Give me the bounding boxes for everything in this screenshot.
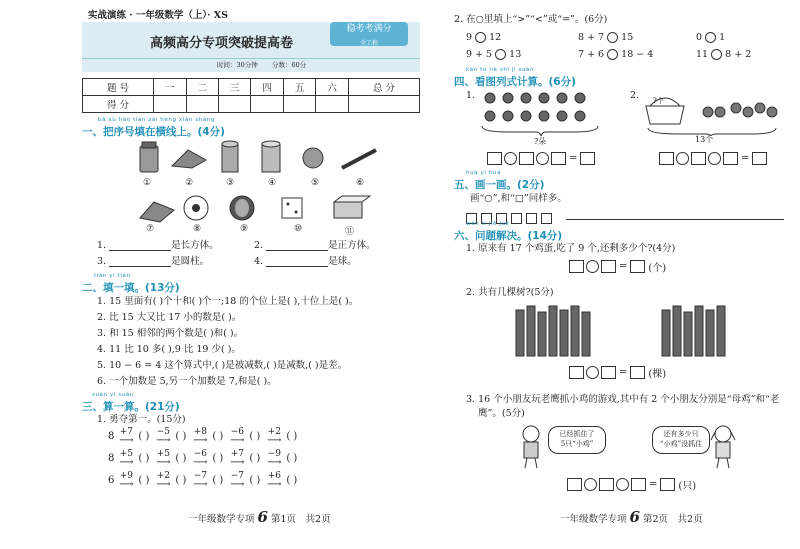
q-num: 2. <box>254 240 264 251</box>
chain-arrow <box>188 472 212 489</box>
eq-box[interactable] <box>659 152 674 165</box>
shapes-row2 <box>130 192 390 226</box>
chain-op: +5 <box>156 449 170 459</box>
eq-unit: (个) <box>648 263 667 274</box>
cmp-left: 0 <box>696 32 703 43</box>
pencil-icon <box>342 150 376 168</box>
shape-label: ⑥ <box>356 178 365 188</box>
score-input-cell[interactable] <box>219 96 251 113</box>
eq-circle[interactable] <box>584 478 597 491</box>
s6-q3a: 3. 16 个小朋友玩老鹰抓小鸡的游戏,其中有 2 个小朋友分别是“母鸡”和“老 <box>466 394 780 405</box>
q-text: 是正方体。 <box>328 240 376 251</box>
eq-box[interactable] <box>567 478 582 491</box>
chain-arrow <box>151 472 175 489</box>
chain-start: 6 <box>108 475 115 486</box>
chain-answer[interactable]: ( ) <box>249 475 261 486</box>
arrow-icon: ⟶ <box>119 435 134 446</box>
cmp-right: 8 + 2 <box>725 49 752 60</box>
score-header-cell: 六 <box>316 79 348 96</box>
chain-answer[interactable]: ( ) <box>175 453 187 464</box>
arrow-icon: ⟶ <box>193 457 208 468</box>
arrow-icon: ⟶ <box>156 435 171 446</box>
s2-line: 4. 11 比 10 多( ),9 比 19 少( )。 <box>97 344 241 355</box>
chain-answer[interactable]: ( ) <box>175 431 187 442</box>
chain-op: +7 <box>119 427 134 437</box>
score-table-score-row <box>83 96 420 113</box>
eq-sign: = <box>619 367 628 378</box>
arrow-icon: ⟶ <box>119 479 134 490</box>
s2-pinyin: tián yi tián <box>94 273 131 279</box>
cylinder-icon <box>262 141 280 172</box>
chain-answer[interactable]: ( ) <box>249 431 261 442</box>
s4-pinyin: kàn tú liè shì jì suàn <box>466 67 535 73</box>
eq-unit: (棵) <box>648 369 667 380</box>
compare-item <box>466 32 501 43</box>
chain-arrow <box>262 450 286 467</box>
shapes-row1 <box>130 138 390 178</box>
eq-box[interactable] <box>599 478 614 491</box>
answer-blank[interactable] <box>266 250 328 251</box>
chain-start: 8 <box>108 453 115 464</box>
answer-blank[interactable] <box>266 266 328 267</box>
chain-arrow <box>225 450 249 467</box>
s6-pinyin: wèn tí jiě jué <box>466 221 510 227</box>
chain-arrow <box>188 428 212 445</box>
chain-start: 8 <box>108 431 115 442</box>
eq-unit: (只) <box>678 481 697 492</box>
arrow-icon: ⟶ <box>230 457 245 468</box>
s4-q2-num: 2. <box>630 90 640 101</box>
arrow-icon: ⟶ <box>230 479 245 490</box>
eq-box[interactable] <box>691 152 706 165</box>
s1-title: 一、把序号填在横线上。(4分) <box>82 126 225 138</box>
eq-box[interactable] <box>630 366 645 379</box>
basket-question: ?个 <box>653 97 664 105</box>
arrow-icon: ⟶ <box>193 479 208 490</box>
cmp-right: 18 − 4 <box>621 49 654 60</box>
score-header-cell: 四 <box>251 79 283 96</box>
eq-sign: = <box>741 153 750 164</box>
box-icon <box>334 196 370 218</box>
q-num: 3. <box>97 256 107 267</box>
eq-box[interactable] <box>660 478 675 491</box>
shape-label: ④ <box>268 178 277 188</box>
score-table-header-row <box>83 79 420 96</box>
chain-op: +8 <box>193 427 207 437</box>
eq-box[interactable] <box>551 152 566 165</box>
score-header-cell: 总 分 <box>348 79 419 96</box>
compare-circle[interactable] <box>495 49 506 60</box>
can-icon <box>222 141 238 172</box>
footer-num: 6 <box>629 508 640 526</box>
s6-q1: 1. 原来有 17 个鸡蛋,吃了 9 个,还剩多少个?(4分) <box>466 243 676 254</box>
eq-box[interactable] <box>630 260 645 273</box>
square-shape <box>541 213 552 224</box>
chain-arrow <box>114 472 138 489</box>
chain-answer[interactable]: ( ) <box>286 431 298 442</box>
chain-answer[interactable]: ( ) <box>212 431 224 442</box>
score-header-cell: 五 <box>283 79 315 96</box>
s2-line: 3. 和 15 相邻的两个数是( )和( )。 <box>97 328 244 339</box>
s2-title: 二、填一填。(13分) <box>82 282 180 294</box>
arrow-icon: ⟶ <box>230 435 245 446</box>
eq-box[interactable] <box>752 152 767 165</box>
s1-q4 <box>254 256 357 267</box>
score-input-cell[interactable] <box>251 96 283 113</box>
s3-title: 三、算一算。(21分) <box>82 401 180 413</box>
eq-sign: = <box>649 479 658 490</box>
eq-box[interactable] <box>519 152 534 165</box>
speech-bubble-left <box>548 426 606 454</box>
chain-arrow <box>151 428 175 445</box>
bubble-text: 5只“小鸡” <box>560 440 594 448</box>
eq-sign: = <box>569 153 578 164</box>
footer-right <box>560 508 703 526</box>
chain-answer[interactable]: ( ) <box>212 475 224 486</box>
s6-q2: 2. 共有几棵树?(5分) <box>466 287 554 298</box>
chain-answer[interactable]: ( ) <box>138 431 150 442</box>
flowers-picture <box>478 86 604 138</box>
square-shape <box>526 213 537 224</box>
bubble-text: “小鸡”没抓住 <box>659 440 703 448</box>
badge-sub: 全工程 <box>359 40 378 47</box>
compare-item <box>696 49 751 60</box>
compare-item <box>696 32 725 43</box>
shape-label: ① <box>143 178 152 188</box>
chain-arrow <box>262 428 286 445</box>
score-input-cell[interactable] <box>348 96 419 113</box>
compare-item <box>578 49 653 60</box>
score-table <box>82 78 420 113</box>
chain-answer[interactable]: ( ) <box>138 453 150 464</box>
trees-picture <box>514 302 764 358</box>
s2-line: 5. 10 − 6 = 4 这个算式中,( )是被减数,( )是减数,( )是差。 <box>97 360 348 371</box>
shape-label: ③ <box>226 178 235 188</box>
badge-text: 稳考考满分 <box>346 24 392 34</box>
chain-op: +2 <box>156 471 170 481</box>
arrow-icon: ⟶ <box>267 435 282 446</box>
chain-op: −9 <box>267 449 281 459</box>
shape-label: ② <box>185 178 194 188</box>
s3-sub: 1. 勇夺第一。(15分) <box>97 414 186 425</box>
chain-op: +2 <box>267 427 281 437</box>
ball-icon <box>303 148 323 168</box>
score-input-cell[interactable] <box>154 96 186 113</box>
s1-q1 <box>97 240 219 251</box>
page-title: 高频高分专项突破提高卷 <box>150 36 294 51</box>
score-label: 分数：60分 <box>272 61 307 69</box>
score-header-cell: 题 号 <box>83 79 154 96</box>
s2-line: 6. 一个加数是 5,另一个加数是 7,和是( )。 <box>97 376 277 387</box>
brand-label: 实战演练 · 一年级数学（上）· XS <box>88 10 229 21</box>
score-input-cell[interactable] <box>186 96 218 113</box>
s5-text: 画“○”,和“□”同样多。 <box>470 193 567 204</box>
cmp-right: 15 <box>621 32 634 43</box>
eq-box[interactable] <box>569 260 584 273</box>
s2-line: 2. 比 15 大又比 17 小的数是( )。 <box>97 312 242 323</box>
eq-sign: = <box>619 261 628 272</box>
score-header-cell: 二 <box>186 79 218 96</box>
bubble-text: 还有多少只 <box>663 430 699 438</box>
cmp-right: 13 <box>509 49 522 60</box>
s3b-title: 2. 在○里填上“>”“<”或“=”。(6分) <box>454 14 608 25</box>
chain-op: −7 <box>193 471 207 481</box>
footer-num: 6 <box>257 508 268 526</box>
shape-label: ⑧ <box>193 224 202 234</box>
chain-arrow <box>114 428 138 445</box>
chain-arrow <box>151 450 175 467</box>
time-score-bar <box>82 58 420 71</box>
wedge-icon <box>172 150 206 168</box>
s1-q3 <box>97 256 209 267</box>
chain-op: −7 <box>230 471 244 481</box>
s1-q2 <box>254 240 376 251</box>
q1-unit: ?朵 <box>534 137 547 146</box>
s6-eq2 <box>568 362 668 381</box>
score-row-label: 得 分 <box>83 96 154 113</box>
s5-title: 五、画一画。(2分) <box>454 179 545 191</box>
answer-blank[interactable] <box>109 250 171 251</box>
cmp-left: 11 <box>696 49 709 60</box>
s6-eq3 <box>566 474 698 493</box>
score-input-cell[interactable] <box>316 96 348 113</box>
dice-icon <box>282 198 302 218</box>
q-num: 4. <box>254 256 264 267</box>
boy-figure <box>516 424 546 470</box>
chain-op: +7 <box>230 449 244 459</box>
eq-circle[interactable] <box>676 152 689 165</box>
soccer-ball-icon <box>184 196 208 220</box>
chain-answer[interactable]: ( ) <box>175 475 187 486</box>
q2-unit: 13个 <box>695 135 714 144</box>
square-shape <box>511 213 522 224</box>
shape-label: ⑪ <box>345 227 355 237</box>
footer-page: 第1页 共2页 <box>271 514 331 525</box>
s5-pinyin: huà yi huà <box>466 170 501 176</box>
prism-icon <box>140 202 174 222</box>
s4-eq1 <box>486 148 596 167</box>
chain-op: −6 <box>193 449 207 459</box>
chain-op: −6 <box>230 427 244 437</box>
chain-op: −5 <box>156 427 170 437</box>
girl-figure <box>708 424 738 470</box>
arrow-icon: ⟶ <box>156 457 171 468</box>
chain-arrow <box>114 450 138 467</box>
eq-circle[interactable] <box>536 152 549 165</box>
shape-label: ⑤ <box>311 178 320 188</box>
cmp-left: 8 + 7 <box>578 32 605 43</box>
q-text: 是圆柱。 <box>171 256 210 267</box>
chain-answer[interactable]: ( ) <box>212 453 224 464</box>
badge <box>330 22 408 46</box>
footer-page: 第2页 共2页 <box>643 514 703 525</box>
eq-circle[interactable] <box>586 260 599 273</box>
jar-icon <box>140 142 158 172</box>
s6-title: 六、问题解决。(14分) <box>454 230 563 242</box>
s1-pinyin: bǎ xù hào tián zài héng xiàn shàng <box>98 117 215 123</box>
speech-bubble-right <box>652 426 710 454</box>
chain-arrow <box>188 450 212 467</box>
s4-eq2 <box>658 148 768 167</box>
s6-q3b: 鹰”。(5分) <box>478 408 525 419</box>
chain-row <box>108 428 299 446</box>
eq-circle[interactable] <box>586 366 599 379</box>
cmp-left: 9 + 5 <box>466 49 493 60</box>
footer-label: 一年级数学专项 <box>560 514 627 525</box>
cmp-right: 12 <box>489 32 502 43</box>
compare-item <box>466 49 521 60</box>
footer-label: 一年级数学专项 <box>188 514 255 525</box>
shape-label: ⑦ <box>146 224 155 234</box>
chain-row <box>108 472 299 490</box>
score-input-cell[interactable] <box>283 96 315 113</box>
score-header-cell: 三 <box>219 79 251 96</box>
chain-op: +9 <box>119 471 134 481</box>
arrow-icon: ⟶ <box>193 435 208 446</box>
draw-line[interactable] <box>566 219 784 220</box>
bubble-text: 已经抓住了 <box>559 430 595 438</box>
arrow-icon: ⟶ <box>267 479 282 490</box>
arrow-icon: ⟶ <box>119 457 134 468</box>
chain-answer[interactable]: ( ) <box>286 453 298 464</box>
eq-box[interactable] <box>631 478 646 491</box>
chain-arrow <box>225 428 249 445</box>
s6-eq1 <box>568 256 668 275</box>
eq-circle[interactable] <box>504 152 517 165</box>
disc-icon <box>230 196 254 220</box>
compare-circle[interactable] <box>705 32 716 43</box>
eq-box[interactable] <box>569 366 584 379</box>
compare-circle[interactable] <box>711 49 722 60</box>
compare-item <box>578 32 633 43</box>
eq-box[interactable] <box>580 152 595 165</box>
eq-box[interactable] <box>601 260 616 273</box>
answer-blank[interactable] <box>109 266 171 267</box>
compare-circle[interactable] <box>475 32 486 43</box>
cmp-left: 7 + 6 <box>578 49 605 60</box>
chain-arrow <box>262 472 286 489</box>
compare-circle[interactable] <box>607 49 618 60</box>
chain-row <box>108 450 299 468</box>
eq-circle[interactable] <box>708 152 721 165</box>
q-text: 是球。 <box>328 256 357 267</box>
chain-op: +6 <box>267 471 281 481</box>
shape-label: ⑨ <box>240 224 249 234</box>
arrow-icon: ⟶ <box>267 457 282 468</box>
cmp-right: 1 <box>719 32 726 43</box>
time-label: 时间：30分钟 <box>217 61 258 69</box>
shape-label: ⑩ <box>294 224 303 234</box>
s2-line: 1. 15 里面有( )个十和( )个一;18 的个位上是( ),十位上是( )。 <box>97 296 359 307</box>
chain-answer[interactable]: ( ) <box>249 453 261 464</box>
eq-box[interactable] <box>601 366 616 379</box>
q-text: 是长方体。 <box>171 240 219 251</box>
compare-circle[interactable] <box>607 32 618 43</box>
eq-box[interactable] <box>487 152 502 165</box>
footer-left <box>188 508 331 526</box>
s4-title: 四、看图列式计算。(6分) <box>454 76 576 88</box>
chain-op: +5 <box>119 449 134 459</box>
chain-answer[interactable]: ( ) <box>138 475 150 486</box>
s4-q1-num: 1. <box>466 90 476 101</box>
chain-arrow <box>225 472 249 489</box>
score-header-cell: 一 <box>154 79 186 96</box>
q-num: 1. <box>97 240 107 251</box>
eq-circle[interactable] <box>616 478 629 491</box>
eq-box[interactable] <box>723 152 738 165</box>
chain-answer[interactable]: ( ) <box>286 475 298 486</box>
arrow-icon: ⟶ <box>156 479 171 490</box>
cmp-left: 9 <box>466 32 473 43</box>
s3-pinyin: suàn yi suàn <box>92 392 134 398</box>
